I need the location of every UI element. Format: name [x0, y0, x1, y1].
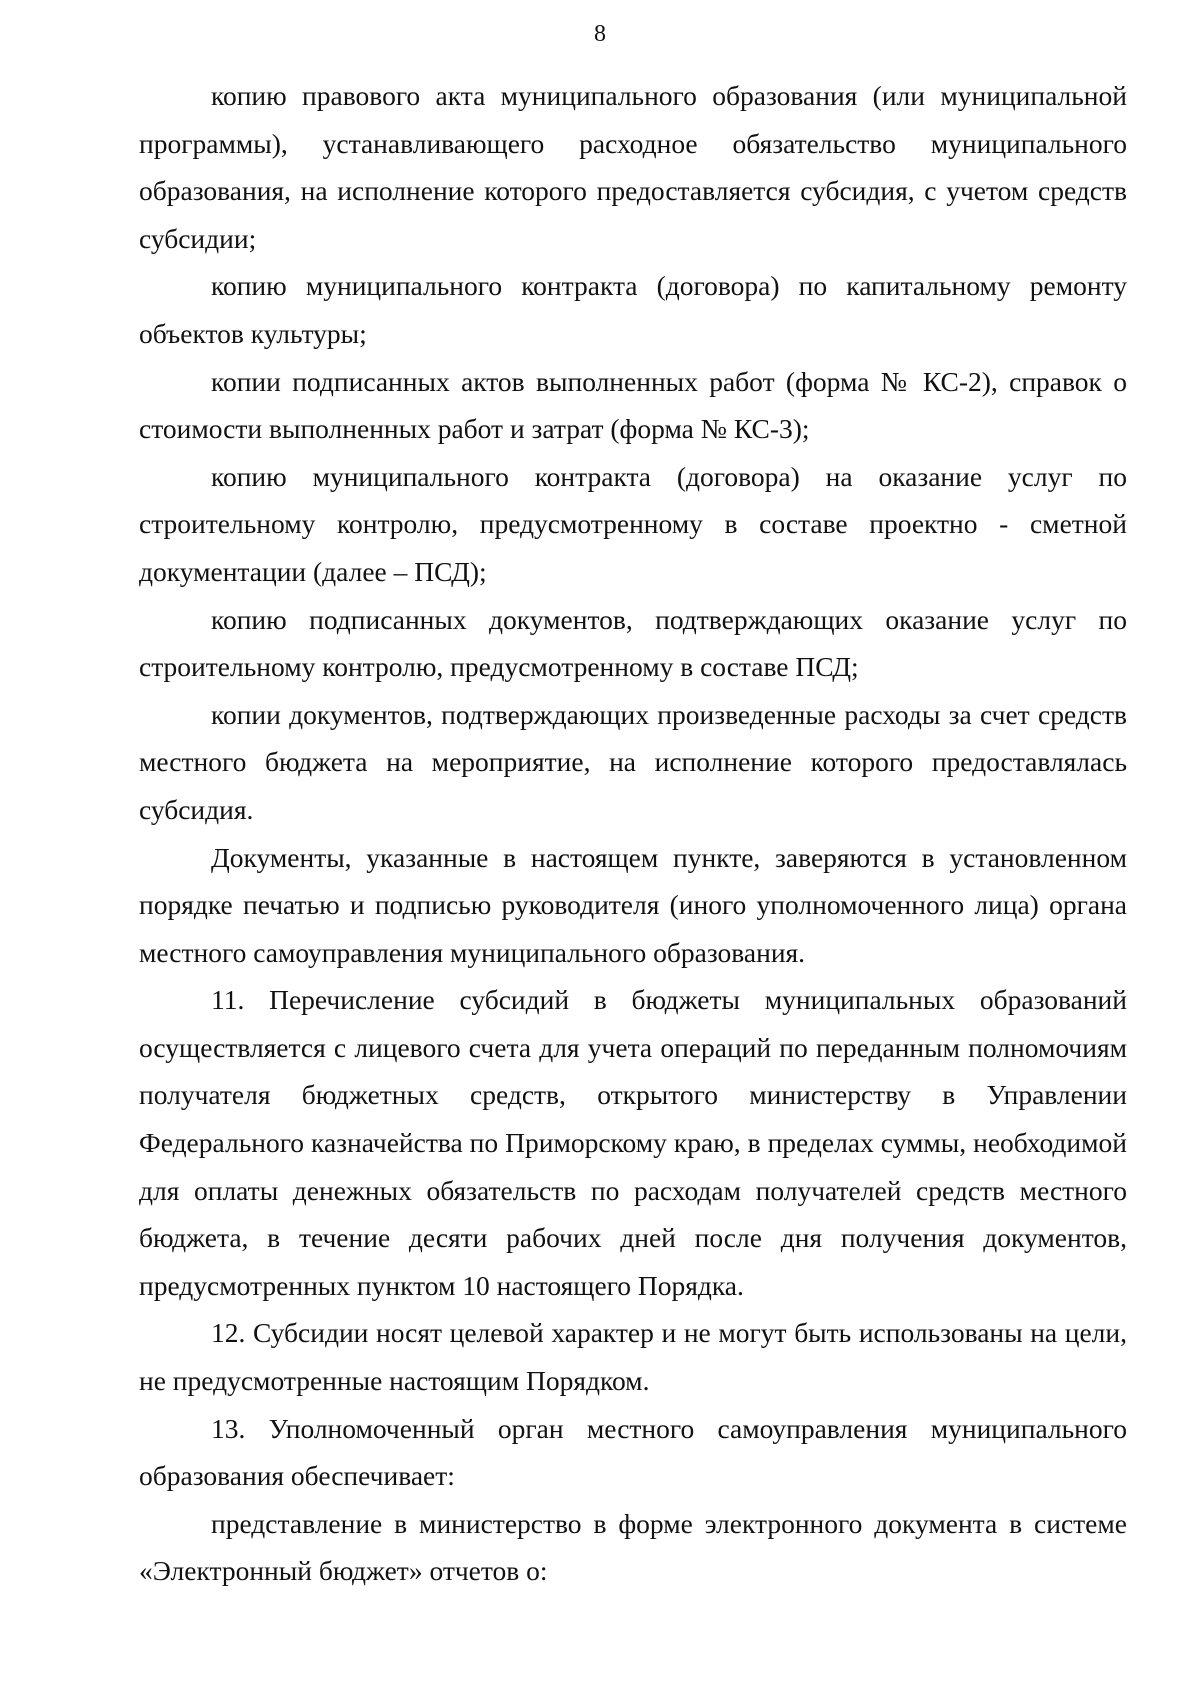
paragraph-9: 12. Субсидии носят целевой характер и не могут быть использованы на цели, не предусмотренные настоящим Порядком.	[139, 1317, 1127, 1397]
paragraph-2: копию муниципального контракта (договора) по капитальному ремонту объектов культуры;	[139, 270, 1127, 349]
paragraph-1: копию правового акта муниципального образования (или муниципальной программы), устанавливающего расходное обязательство муниципального образования, на исполнение которого предоставляется субсидия, с учетом средств субсидии;	[139, 80, 1127, 254]
paragraph-4: копию муниципального контракта (договора) на оказание услуг по строительному контролю, предусмотренному в составе проектно - сметной документации (далее – ПСД);	[139, 460, 1127, 587]
page-number: 8	[594, 21, 606, 47]
paragraph-8: 11. Перечисление субсидий в бюджеты муниципальных образований осуществляется с лицевого счета для учета операций по переданным полномочиям получателя бюджетных средств, открытого министерству в Управлении Федерального казначейства по Приморскому краю, в пределах суммы, необходимой для оплаты денежных обязательств по расходам получателей средств местного бюджета, в течение десяти рабочих дней после дня получения документов, предусмотренных пунктом 10 настоящего Порядка.	[139, 984, 1127, 1301]
document-body	[139, 72, 1127, 1595]
paragraph-3: копии подписанных актов выполненных работ (форма № КС-2), справок о стоимости выполненных работ и затрат (форма № КС-3);	[139, 365, 1127, 445]
paragraph-11: представление в министерство в форме электронного документа в системе «Электронный бюджет» отчетов о:	[139, 1507, 1127, 1587]
paragraph-10: 13. Уполномоченный орган местного самоуправления муниципального образования обеспечивает:	[139, 1412, 1127, 1492]
paragraph-7: Документы, указанные в настоящем пункте, заверяются в установленном порядке печатью и подписью руководителя (иного уполномоченного лица) органа местного самоуправления муниципального образования.	[139, 841, 1127, 968]
paragraph-6: копии документов, подтверждающих произведенные расходы за счет средств местного бюджета на мероприятие, на исполнение которого предоставлялась субсидия.	[139, 698, 1127, 825]
paragraph-5: копию подписанных документов, подтверждающих оказание услуг по строительному контролю, предусмотренному в составе ПСД;	[139, 603, 1127, 683]
